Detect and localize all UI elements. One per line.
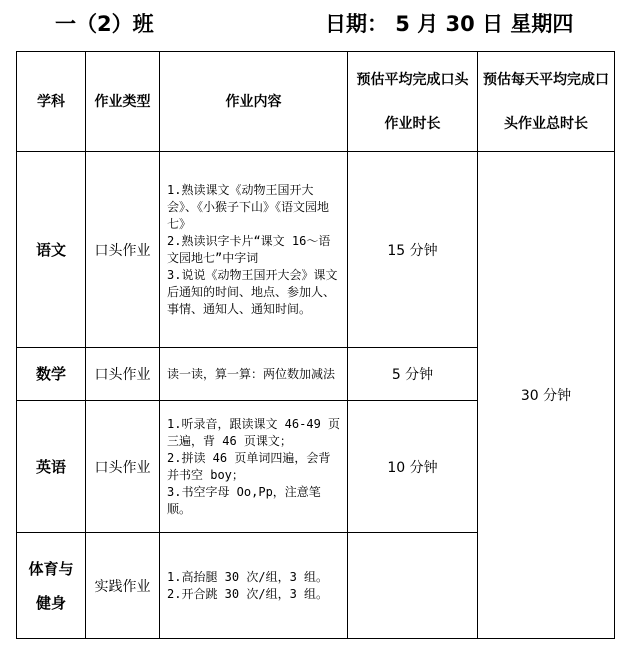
content-cell xyxy=(160,348,348,401)
content-cell xyxy=(160,152,348,348)
subject-cell: 数学 xyxy=(17,348,86,401)
type-cell: 口头作业 xyxy=(86,401,160,533)
homework-table xyxy=(16,51,615,639)
table-header-row xyxy=(17,52,615,152)
col-header-content: 作业内容 xyxy=(160,52,348,152)
col-header-time-text: 预估平均完成口头作业时长 xyxy=(356,71,469,132)
time-cell: 15 分钟 xyxy=(348,152,478,348)
content-cell xyxy=(160,401,348,533)
class-name: 一（2）班 xyxy=(55,12,154,36)
type-cell: 口头作业 xyxy=(86,348,160,401)
content-line: 1.高抬腿 30 次/组，3 组。 xyxy=(167,569,329,584)
col-header-total xyxy=(478,52,615,152)
subject-text: 体育与健身 xyxy=(28,559,74,612)
type-cell: 实践作业 xyxy=(86,533,160,639)
date-label: 日期： 5 月 30 日 星期四 xyxy=(325,12,574,36)
total-time-cell: 30 分钟 xyxy=(478,152,615,639)
content-line: 3.说说《动物王国开大会》课文后通知的时间、地点、参加人、事情、通知人、通知时间。 xyxy=(167,267,338,316)
content-line: 2.拼读 46 页单词四遍，会背并书空 boy； xyxy=(167,450,331,482)
content-line: 1.熟读课文《动物王国开大会》、《小猴子下山》《语文园地七》 xyxy=(167,182,330,231)
type-cell: 口头作业 xyxy=(86,152,160,348)
table-row xyxy=(17,152,615,348)
page-header xyxy=(0,0,625,48)
content-line: 3.书空字母 Oo,Pp，注意笔顺。 xyxy=(167,484,321,516)
content-line: 读一读，算一算：两位数加减法 xyxy=(167,366,336,381)
time-cell: 10 分钟 xyxy=(348,401,478,533)
col-header-type: 作业类型 xyxy=(86,52,160,152)
content-cell xyxy=(160,533,348,639)
content-line: 1.听录音，跟读课文 46-49 页三遍，背 46 页课文； xyxy=(167,416,341,448)
time-cell: 5 分钟 xyxy=(348,348,478,401)
col-header-subject: 学科 xyxy=(17,52,86,152)
col-header-total-text: 预估每天平均完成口头作业总时长 xyxy=(483,71,609,132)
col-header-time xyxy=(348,52,478,152)
subject-cell xyxy=(17,533,86,639)
subject-cell: 语文 xyxy=(17,152,86,348)
content-line: 2.开合跳 30 次/组，3 组。 xyxy=(167,586,329,601)
subject-cell: 英语 xyxy=(17,401,86,533)
content-line: 2.熟读识字卡片“课文 16～语文园地七”中字词 xyxy=(167,233,331,265)
time-cell xyxy=(348,533,478,639)
